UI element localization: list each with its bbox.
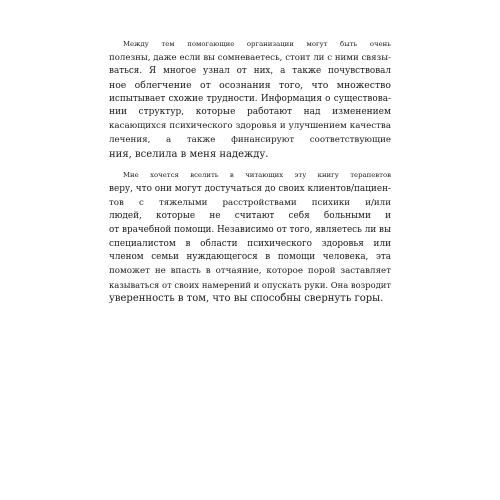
text-line: ное облегчение от осознания того, что множество — [109, 80, 391, 92]
text-line: Мне хочется вселить в читающих эту книгу терапевтов — [123, 171, 391, 180]
text-line: полезны, даже если вы сомневаетесь, стоит ли с ними связы- — [109, 52, 391, 63]
text-line: веру, что они могут достучаться до своих клиентов/пациен- — [109, 183, 391, 194]
text-line: людей, которые не считают себя больными и — [109, 211, 391, 222]
paragraph-1 — [109, 38, 391, 161]
text-line: ния, вселила в меня надежду. — [109, 148, 269, 160]
text-line: нии структур, которые работают над изменением — [109, 107, 391, 118]
text-line: испытывает схожие трудности. Информация о существова- — [109, 93, 391, 104]
body-text — [109, 38, 391, 306]
text-line: ваться. Я многое узнал от них, а также почувствовал — [109, 66, 391, 77]
text-line: лечения, а также финансируют соответствующие — [109, 134, 391, 145]
paragraph-gap — [109, 161, 391, 169]
text-line: специалистом в области психического здоровья или — [109, 238, 391, 249]
text-line: членом семьи нуждающегося в помощи человека, эта — [109, 252, 391, 263]
text-line: уверенность в том, что вы способны свернуть горы. — [109, 293, 384, 305]
paragraph-2 — [109, 169, 391, 306]
text-line: касающихся психического здоровья и улучшением качества — [109, 121, 391, 132]
text-line: поможет не впасть в отчаяние, которое порой заставляет — [109, 266, 391, 276]
text-line: от врачебной помощи. Независимо от того, являетесь ли вы — [109, 224, 391, 235]
text-line: Между тем помогающие организации могут быть очень — [123, 40, 391, 48]
text-line: тов с тяжелыми расстройствами психики и/или — [109, 197, 391, 208]
text-line: казываться от своих намерений и опускать руки. Она возродит — [109, 279, 391, 290]
